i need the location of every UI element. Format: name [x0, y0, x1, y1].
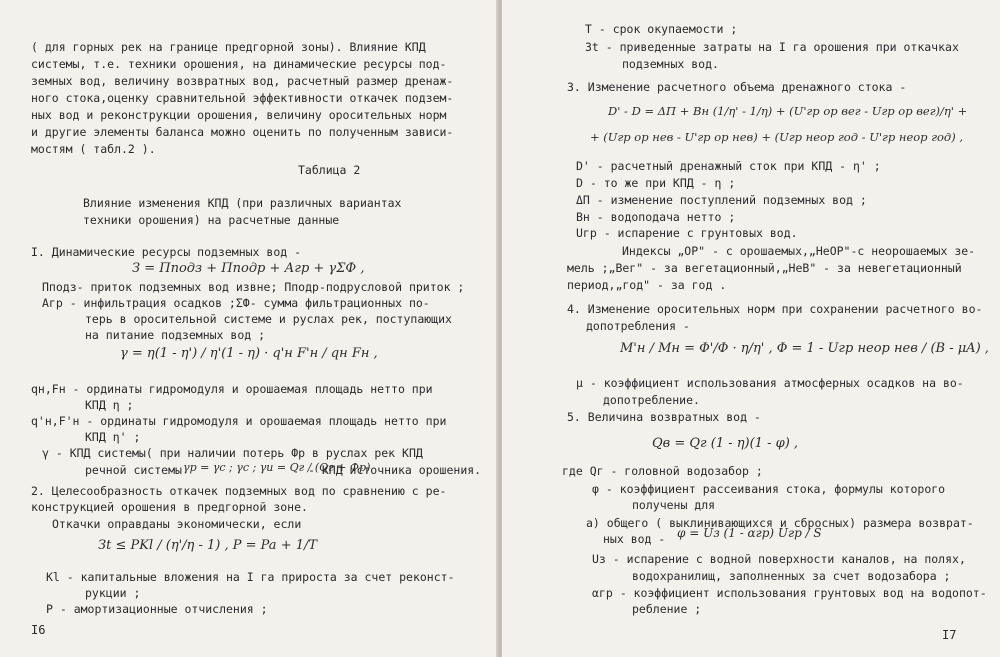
text-line: период,„год" - за год .	[567, 278, 727, 292]
text-line: мостям ( табл.2 ).	[31, 142, 156, 156]
page-number: I7	[942, 628, 957, 642]
definition-line: ΔП - изменение поступлений подземных вод ;	[576, 193, 867, 207]
definition-line: μ - коэффициент использования атмосферных осадков на во-	[576, 376, 964, 390]
section-heading: допотребления -	[586, 319, 690, 333]
section-heading: 3. Изменение расчетного объема дренажного стока -	[567, 80, 907, 94]
definition-line: - КПД источника орошения.	[308, 463, 482, 477]
formula-irrigation-norms: M'н / Mн = Φ'/Φ · η/η' , Φ = 1 - Uгр неор нев / (B - μA) ,	[620, 341, 989, 356]
definition-line: Т - срок окупаемости ;	[585, 22, 738, 36]
formula-drainage-line2: + (Uгр ор нев - U'гр ор нев) + (Uгр неор год - U'гр неор год) ,	[590, 130, 964, 144]
definition-line: Зt - приведенные затраты на I га орошения при откачках	[585, 40, 959, 54]
formula-river-efficiency: γр = γс ; γс ; γи = Qг / (Qг + Фр)	[183, 461, 371, 474]
definition-line: на питание подземных вод ;	[85, 328, 266, 342]
left-page	[0, 0, 498, 657]
text-line: ного стока,оценку сравнительной эффективности откачек подзем-	[31, 91, 454, 105]
definition-line: φ - коэффициент рассеивания стока, формулы которого	[592, 482, 946, 496]
table-caption: Таблица 2	[298, 163, 361, 177]
text-line: Индексы „ОР" - с орошаемых,„НеОР"-с неорошаемых зе-	[622, 244, 976, 258]
formula-return-water: Qв = Qг (1 - η)(1 - φ) ,	[652, 436, 799, 451]
formula-gamma: γ = η(1 - η') / η'(1 - η) · q'н F'н / qн Fн ,	[120, 346, 378, 361]
table-title-line: техники орошения) на расчетные данные	[83, 213, 340, 227]
definition-line: Пподз- приток подземных вод извне; Пподр-подрусловой приток ;	[42, 280, 465, 294]
text-line: а) общего ( выклинивающихся и сбросных) размера возврат-	[586, 516, 974, 530]
definition-line: D - то же при КПД - η ;	[576, 176, 736, 190]
text-line: земных вод, величину возвратных вод, расчетный размер дренаж-	[31, 74, 454, 88]
definition-line: D' - расчетный дренажный сток при КПД - η' ;	[576, 159, 881, 173]
definition-line: Kl - капитальные вложения на I га прироста за счет реконст-	[46, 570, 455, 584]
text-line: ( для горных рек на границе предгорной зоны). Влияние КПД	[31, 40, 426, 54]
definition-line: КПД η' ;	[85, 430, 141, 444]
formula-dispersion: φ = Uз (1 - αгр) Uгр / S	[677, 526, 822, 540]
text-line: ных вод и реконструкции орошения, величину оросительных норм	[31, 108, 447, 122]
formula-pumping-condition: Зt ≤ PKl / (η'/η - 1) , P = Pa + 1/T	[98, 538, 318, 553]
definition-line: рукции ;	[85, 586, 141, 600]
definition-line: Uз - испарение с водной поверхности каналов, на полях,	[592, 552, 966, 566]
definition-line: P - амортизационные отчисления ;	[46, 602, 268, 616]
definition-line: Uгр - испарение с грунтовых вод.	[576, 226, 798, 240]
text-line: Откачки оправданы экономически, если	[52, 517, 302, 531]
definition-line: где Qг - головной водозабор ;	[562, 464, 763, 478]
page-number: I6	[31, 623, 46, 637]
definition-line: αгр - коэффициент использования грунтовых вод на водопот-	[592, 586, 987, 600]
section-heading: 5. Величина возвратных вод -	[567, 410, 761, 424]
text-line: и другие элементы баланса можно оценить по полученным зависи-	[31, 125, 454, 139]
text-line: системы, т.е. техники орошения, на динамические ресурсы под-	[31, 57, 447, 71]
definition-line: терь в оросительной системе и руслах рек, поступающих	[85, 312, 452, 326]
formula-drainage-line1: D' - D = ΔП + Вн (1/η' - 1/η) + (U'гр ор вег - Uгр ор вег)/η' +	[608, 104, 968, 118]
definition-line: Агр - инфильтрация осадков ;ΣФ- сумма фильтрационных по-	[42, 296, 430, 310]
definition-line: водохранилищ, заполненных за счет водозабора ;	[632, 569, 951, 583]
definition-line: Вн - водоподача нетто ;	[576, 210, 736, 224]
section-heading: конструкцией орошения в предгорной зоне.	[31, 500, 308, 514]
definition-line: подземных вод.	[622, 57, 719, 71]
text-line: мель ;„Вег" - за вегетационный,„НеВ" - за невегетационный	[567, 261, 962, 275]
definition-line: КПД η ;	[85, 398, 134, 412]
definition-line: речной системы	[85, 463, 182, 477]
section-heading: 2. Целесообразность откачек подземных вод по сравнению с ре-	[31, 484, 447, 498]
formula-dynamic-resources: З = Пподз + Пподр + Агр + γΣФ ,	[132, 261, 365, 276]
definition-line: q'н,F'н - ординаты гидромодуля и орошаемая площадь нетто при	[31, 414, 447, 428]
definition-line: получены для	[632, 498, 716, 512]
table-title-line: Влияние изменения КПД (при различных вариантах	[83, 196, 402, 210]
right-page	[502, 0, 1000, 657]
section-heading: I. Динамические ресурсы подземных вод -	[31, 245, 302, 259]
section-heading: 4. Изменение оросительных норм при сохранении расчетного во-	[567, 302, 983, 316]
definition-line: qн,Fн - ординаты гидромодуля и орошаемая площадь нетто при	[31, 382, 433, 396]
definition-line: допотребление.	[603, 393, 700, 407]
text-line: ных вод -	[603, 532, 666, 546]
definition-line: γ - КПД системы( при наличии потерь Фр в руслах рек КПД	[42, 446, 423, 460]
definition-line: ребление ;	[632, 602, 702, 616]
